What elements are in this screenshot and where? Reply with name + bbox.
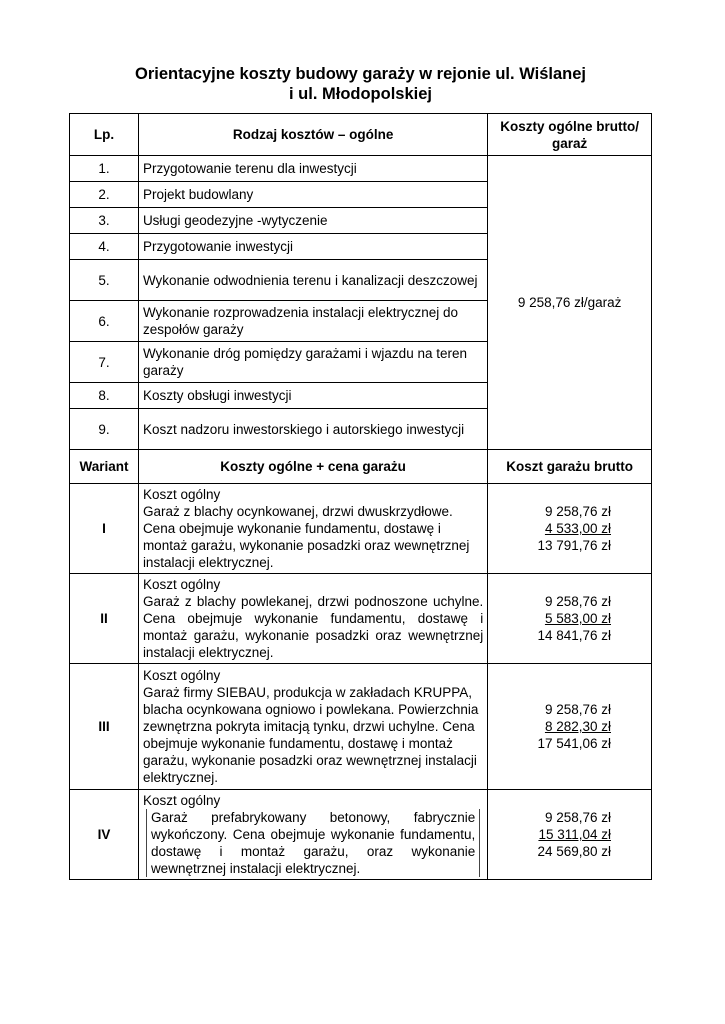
cost-garage: 8 282,30 zł bbox=[544, 719, 611, 734]
header-cost-gross bbox=[488, 114, 652, 156]
cost-garage: 4 533,00 zł bbox=[544, 521, 611, 536]
variant-description bbox=[138, 664, 487, 790]
title-line-1: Orientacyjne koszty budowy garaży w rejonie ul. Wiślanej bbox=[135, 65, 586, 83]
row-number: 1. bbox=[70, 156, 139, 182]
variant-costs bbox=[488, 790, 652, 880]
variant-costs bbox=[488, 664, 652, 790]
row-number: 7. bbox=[70, 342, 139, 383]
variant-id: I bbox=[70, 484, 139, 574]
cost-garage: 5 583,00 zł bbox=[544, 611, 611, 626]
variant-text: Garaż z blachy powlekanej, drzwi podnoszone uchylne. Cena obejmuje wykonanie fundamentu, dostawę i montaż garażu, wykonanie posadzki oraz wewnętrznej instalacji elektrycznej. bbox=[142, 594, 484, 660]
cost-general: 9 258,76 zł bbox=[544, 504, 611, 519]
variant-description bbox=[138, 484, 487, 574]
variant-row bbox=[70, 574, 652, 664]
title-line-2: i ul. Młodopolskiej bbox=[288, 85, 432, 103]
variant-costs bbox=[488, 484, 652, 574]
cost-table bbox=[69, 113, 652, 880]
row-number: 2. bbox=[70, 182, 139, 208]
header-cost-gross-line1: Koszty ogólne brutto/ bbox=[500, 118, 639, 134]
table2-header-row bbox=[70, 450, 652, 484]
table-row bbox=[70, 156, 652, 182]
header-cost-gross-line2: garaż bbox=[551, 135, 588, 151]
row-number: 5. bbox=[70, 260, 139, 301]
header-costs-plus-price: Koszty ogólne + cena garażu bbox=[138, 450, 487, 484]
variant-row bbox=[70, 790, 652, 880]
variant-description bbox=[138, 574, 487, 664]
cost-general: 9 258,76 zł bbox=[544, 810, 611, 825]
row-description: Usługi geodezyjne -wytyczenie bbox=[138, 208, 487, 234]
row-number: 9. bbox=[70, 409, 139, 450]
cost-general: 9 258,76 zł bbox=[544, 702, 611, 717]
variant-row bbox=[70, 484, 652, 574]
variant-general-label: Koszt ogólny bbox=[142, 577, 221, 592]
row-description: Przygotowanie terenu dla inwestycji bbox=[138, 156, 487, 182]
cost-general: 9 258,76 zł bbox=[544, 594, 611, 609]
row-description: Koszt nadzoru inwestorskiego i autorskiego inwestycji bbox=[138, 409, 487, 450]
row-description: Koszty obsługi inwestycji bbox=[138, 383, 487, 409]
row-description: Projekt budowlany bbox=[138, 182, 487, 208]
cost-garage: 15 311,04 zł bbox=[538, 827, 611, 842]
total-general-cost: 9 258,76 zł/garaż bbox=[488, 156, 652, 450]
row-description: Wykonanie odwodnienia terenu i kanalizacji deszczowej bbox=[138, 260, 487, 301]
header-garage-gross: Koszt garażu brutto bbox=[488, 450, 652, 484]
row-number: 4. bbox=[70, 234, 139, 260]
cost-total: 24 569,80 zł bbox=[537, 844, 611, 859]
variant-description bbox=[138, 790, 487, 880]
variant-id: IV bbox=[70, 790, 139, 880]
row-number: 8. bbox=[70, 383, 139, 409]
variant-id: III bbox=[70, 664, 139, 790]
row-description: Wykonanie dróg pomiędzy garażami i wjazdu na teren garaży bbox=[138, 342, 487, 383]
row-number: 3. bbox=[70, 208, 139, 234]
variant-text: Garaż firmy SIEBAU, produkcja w zakładach KRUPPA, blacha ocynkowana ogniowo i powlekana. Powierzchnia zewnętrzna pokryta imitacją tynku, drzwi uchylne. Cena obejmuje wykonanie fundamentu, dostawę i montaż garażu, wykonanie posadzki oraz wewnętrznej instalacji elektrycznej. bbox=[142, 685, 479, 785]
cost-total: 14 841,76 zł bbox=[537, 628, 611, 643]
cost-total: 13 791,76 zł bbox=[537, 538, 611, 553]
variant-general-label: Koszt ogólny bbox=[142, 793, 221, 808]
variant-text: Garaż z blachy ocynkowanej, drzwi dwuskrzydłowe. Cena obejmuje wykonanie fundamentu, dostawę i montaż garażu, wykonanie posadzki oraz wewnętrznej instalacji elektrycznej. bbox=[142, 504, 470, 570]
header-lp: Lp. bbox=[70, 114, 139, 156]
header-variant: Wariant bbox=[70, 450, 139, 484]
page-title bbox=[69, 64, 652, 104]
variant-costs bbox=[488, 574, 652, 664]
variant-general-label: Koszt ogólny bbox=[142, 487, 221, 502]
variant-id: II bbox=[70, 574, 139, 664]
row-number: 6. bbox=[70, 301, 139, 342]
variant-general-label: Koszt ogólny bbox=[142, 668, 221, 683]
row-description: Wykonanie rozprowadzenia instalacji elektrycznej do zespołów garaży bbox=[138, 301, 487, 342]
cost-total: 17 541,06 zł bbox=[537, 736, 611, 751]
variant-text: Garaż prefabrykowany betonowy, fabrycznie wykończony. Cena obejmuje wykonanie fundamentu, dostawę i montaż garażu, oraz wykonanie wewnętrznej instalacji elektrycznej. bbox=[146, 809, 480, 877]
header-cost-type: Rodzaj kosztów – ogólne bbox=[138, 114, 487, 156]
table1-header-row bbox=[70, 114, 652, 156]
variant-row bbox=[70, 664, 652, 790]
row-description: Przygotowanie inwestycji bbox=[138, 234, 487, 260]
